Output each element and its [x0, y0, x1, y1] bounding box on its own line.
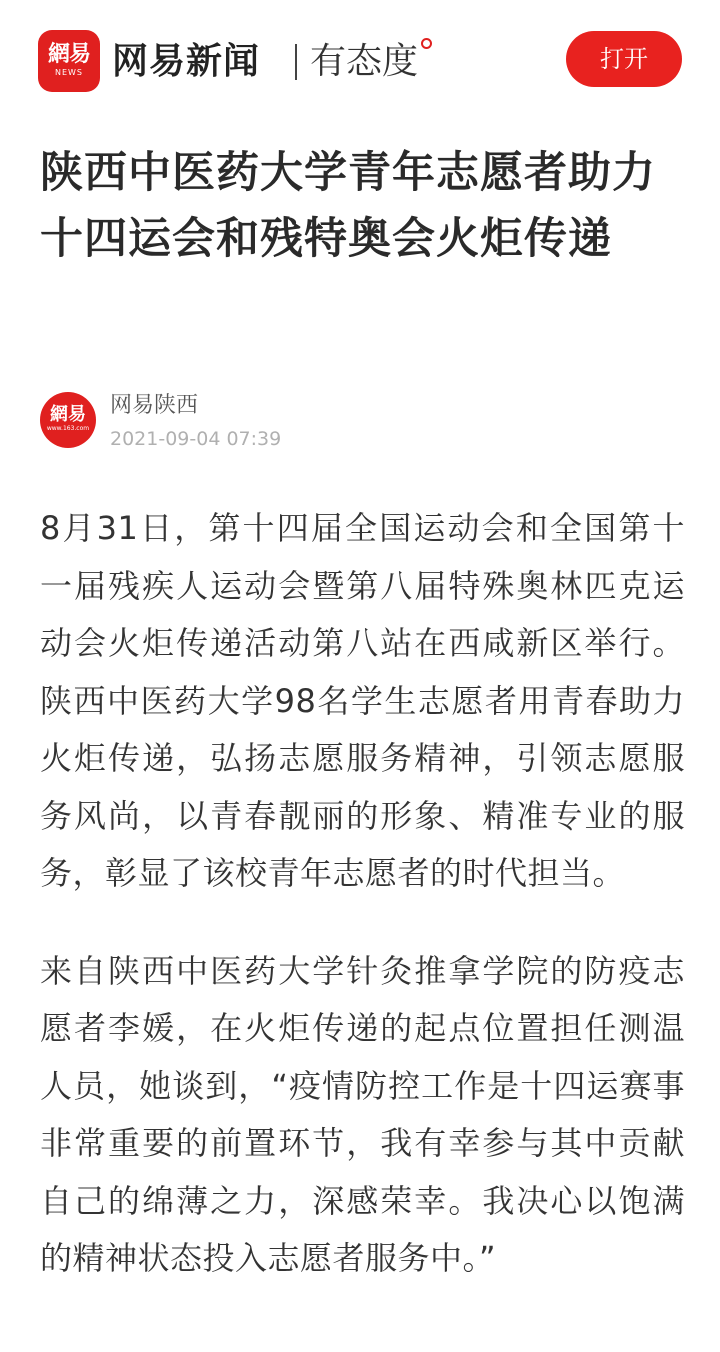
article-paragraph: 来自陕西中医药大学针灸推拿学院的防疫志愿者李媛，在火炬传递的起点位置担任测温人员，她谈到，“疫情防控工作是十四运赛事非常重要的前置环节，我有幸参与其中贡献自己的绵薄之力，深感荣幸。我决心以饱满的精神状态投入志愿者服务中。”: [40, 951, 685, 1277]
logo-text: 網易: [47, 42, 90, 67]
brand-slogan: 有态度: [310, 41, 419, 82]
brand-divider: [295, 44, 297, 80]
netease-news-logo[interactable]: [38, 30, 100, 92]
author-avatar[interactable]: [40, 392, 96, 448]
article-body: [40, 500, 685, 1328]
avatar-subtext: www.163.com: [46, 425, 90, 432]
brand-name: 网易新闻: [112, 41, 261, 82]
avatar-text: 網易: [50, 404, 86, 425]
open-app-button[interactable]: 打开: [566, 31, 682, 87]
author-name[interactable]: 网易陕西: [110, 393, 199, 418]
publish-time: 2021-09-04 07:39: [110, 428, 282, 450]
article-paragraph: 8月31日，第十四届全国运动会和全国第十一届残疾人运动会暨第八届特殊奥林匹克运动会火炬传递活动第八站在西咸新区举行。陕西中医药大学98名学生志愿者用青春助力火炬传递，弘扬志愿服务精神，引领志愿服务风尚，以青春靓丽的形象、精准专业的服务，彰显了该校青年志愿者的时代担当。: [40, 509, 685, 892]
top-banner: [0, 0, 720, 118]
logo-subtext: NEWS: [54, 68, 84, 77]
slogan-dot-icon: [421, 38, 432, 49]
article-title: 陕西中医药大学青年志愿者助力十四运会和残特奥会火炬传递: [40, 148, 656, 264]
